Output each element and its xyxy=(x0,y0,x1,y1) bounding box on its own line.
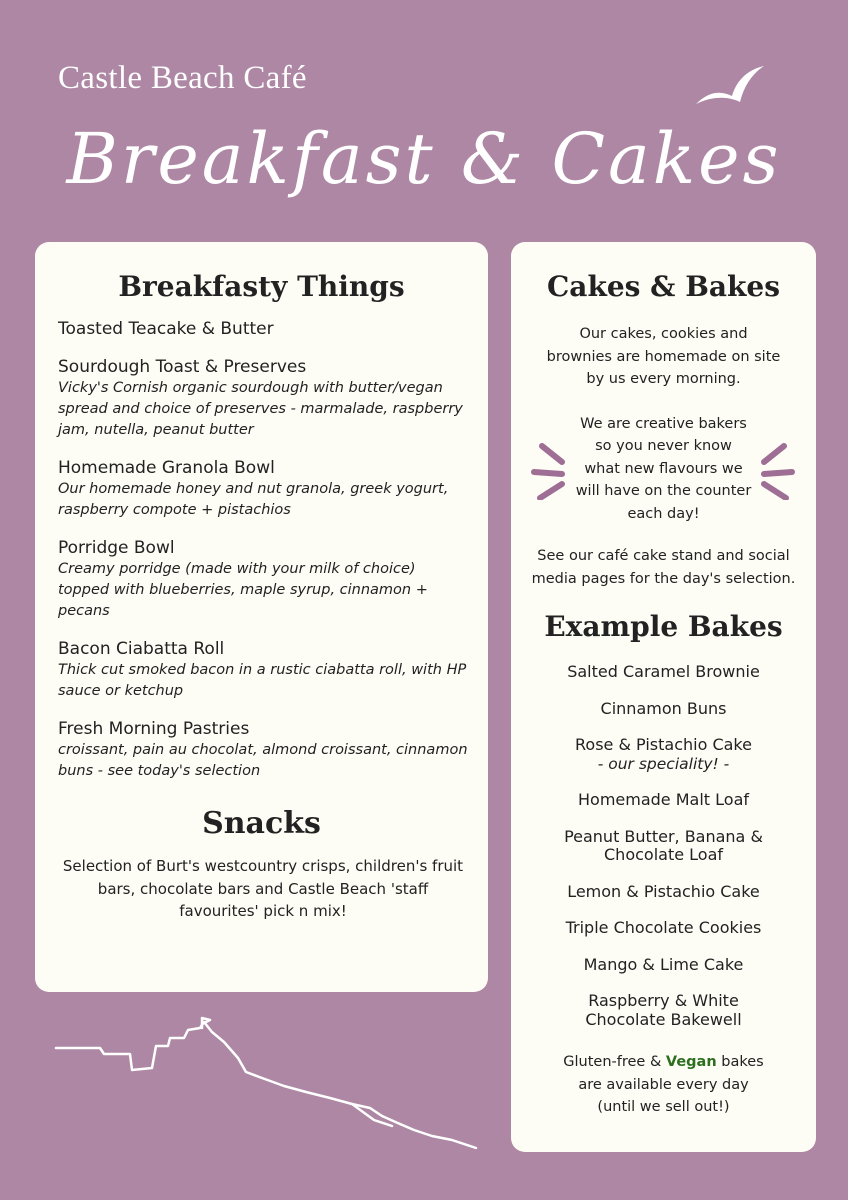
sparkle-burst-icon xyxy=(528,440,572,500)
bake-item xyxy=(511,700,816,719)
menu-item xyxy=(58,719,468,782)
cakes-heading: Cakes & Bakes xyxy=(547,270,780,303)
menu-script-title: Breakfast & Cakes xyxy=(66,118,782,200)
sparkle-burst-icon xyxy=(754,440,798,500)
bake-item xyxy=(511,828,816,865)
item-description: Thick cut smoked bacon in a rustic ciabatta roll, with HP sauce or ketchup xyxy=(58,662,467,699)
bake-name: Mango & Lime Cake xyxy=(583,954,744,974)
bake-item xyxy=(511,956,816,975)
bake-item xyxy=(511,736,816,773)
item-name: Fresh Morning Pastries xyxy=(58,719,250,739)
bake-item xyxy=(511,883,816,902)
item-description: Our homemade honey and nut granola, greek yogurt, raspberry compote + pistachios xyxy=(58,481,449,518)
item-name: Porridge Bowl xyxy=(58,538,175,558)
snacks-description: Selection of Burt's westcountry crisps, children's fruit bars, chocolate bars and Castle Beach 'staff favourites' pick n mix! xyxy=(62,857,464,920)
example-bakes-heading: Example Bakes xyxy=(544,610,783,643)
snacks-heading: Snacks xyxy=(202,806,321,841)
bake-item xyxy=(511,992,816,1029)
cake-stand-text: See our café cake stand and social media pages for the day's selection. xyxy=(531,548,796,587)
bake-item xyxy=(511,919,816,938)
menu-item xyxy=(58,357,468,441)
item-name: Sourdough Toast & Preserves xyxy=(58,357,307,377)
menu-item xyxy=(58,639,468,702)
item-name: Bacon Ciabatta Roll xyxy=(58,639,225,659)
bake-name: Lemon & Pistachio Cake xyxy=(567,881,760,901)
vegan-label: Vegan xyxy=(665,1054,717,1070)
bake-name: Salted Caramel Brownie xyxy=(567,662,760,681)
seagull-icon xyxy=(694,62,766,108)
bake-name: Peanut Butter, Banana & Chocolate Loaf xyxy=(564,826,763,864)
creative-bakers-text: We are creative bakers so you never know what new flavours we will have on the counter each day! xyxy=(575,415,752,522)
breakfast-card xyxy=(35,242,488,992)
cakes-card xyxy=(511,242,816,1152)
item-description: Creamy porridge (made with your milk of choice) topped with blueberries, maple syrup, cinnamon + pecans xyxy=(58,561,428,619)
dietary-note xyxy=(511,1051,816,1119)
item-name: Toasted Teacake & Butter xyxy=(58,319,274,339)
bake-name: Raspberry & White Chocolate Bakewell xyxy=(585,991,742,1029)
cakes-intro-text: Our cakes, cookies and brownies are homemade on site by us every morning. xyxy=(546,326,781,387)
menu-item xyxy=(58,538,468,622)
bakes-list xyxy=(511,663,816,1029)
menu-item xyxy=(58,458,468,521)
bake-name: Triple Chocolate Cookies xyxy=(565,918,762,937)
bake-name: Cinnamon Buns xyxy=(600,698,727,718)
breakfast-heading: Breakfasty Things xyxy=(118,270,405,303)
bake-subtitle: - our speciality! - xyxy=(597,754,730,773)
item-description: croissant, pain au chocolat, almond croissant, cinnamon buns - see today's selection xyxy=(58,742,468,779)
bake-name: Homemade Malt Loaf xyxy=(578,790,749,809)
castle-silhouette-icon xyxy=(52,1012,482,1157)
item-description: Vicky's Cornish organic sourdough with butter/vegan spread and choice of preserves - marmalade, raspberry jam, nutella, peanut butter xyxy=(58,380,463,438)
brand-name: Castle Beach Café xyxy=(58,60,307,96)
bake-item xyxy=(511,791,816,810)
dietary-note-post: bakes are available every day (until we sell out!) xyxy=(578,1054,764,1115)
menu-item xyxy=(58,319,468,340)
dietary-note-pre: Gluten-free & xyxy=(563,1054,662,1070)
bake-name: Rose & Pistachio Cake xyxy=(575,735,752,754)
bake-item xyxy=(511,663,816,682)
item-name: Homemade Granola Bowl xyxy=(58,458,275,478)
